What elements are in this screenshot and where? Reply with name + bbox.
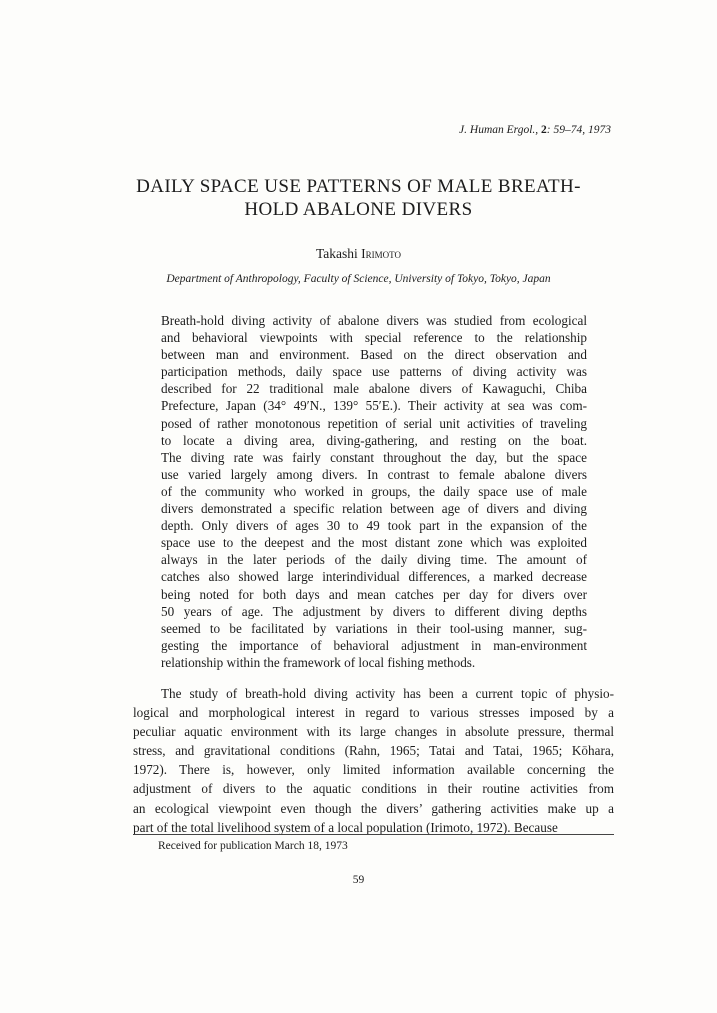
body-line: peculiar aquatic environment with its large changes in absolute pressure, thermal [133, 724, 614, 740]
journal-pages-year: : 59–74, 1973 [546, 124, 611, 136]
received-footnote: Received for publication March 18, 1973 [158, 840, 348, 852]
body-line: adjustment of divers to the aquatic conditions in their routine activities from [133, 781, 614, 797]
abstract-line: to locate a diving area, diving-gathering, and resting on the boat. [161, 432, 587, 448]
abstract-line: depth. Only divers of ages 30 to 49 took part in the expansion of the [161, 518, 587, 534]
abstract-line: of the community who worked in groups, the daily space use of male [161, 483, 587, 499]
abstract-line: relationship within the framework of local fishing methods. [161, 654, 476, 670]
abstract-line: always in the later periods of the daily diving time. The amount of [161, 552, 587, 568]
title-line-1: DAILY SPACE USE PATTERNS OF MALE BREATH- [136, 176, 581, 197]
abstract-line: participation methods, daily space use patterns of diving activity was [161, 364, 587, 380]
body-paragraph [133, 684, 614, 837]
page-number: 59 [352, 874, 365, 886]
abstract-line: posed of rather monotonous repetition of serial unit activities of traveling [161, 415, 587, 431]
abstract-line: and behavioral viewpoints with special reference to the relationship [161, 330, 587, 346]
journal-volume: 2 [541, 124, 547, 136]
body-line: 1972). There is, however, only limited information available concerning the [133, 762, 614, 778]
body-line: stress, and gravitational conditions (Rahn, 1965; Tatai and Tatai, 1965; Kōhara, [133, 743, 614, 759]
abstract-line: use varied largely among divers. In contrast to female abalone divers [161, 466, 587, 482]
abstract-line: seemed to be facilitated by variations in their tool-using manner, sug- [161, 620, 587, 636]
abstract-line: space use to the deepest and the most distant zone which was exploited [161, 535, 587, 551]
body-line: The study of breath-hold diving activity has been a current topic of physio- [161, 686, 614, 701]
abstract-line: being noted for both days and mean catches per day for divers over [161, 586, 587, 602]
abstract-line: catches also showed large interindividual differences, a marked decrease [161, 569, 587, 585]
paper-title [100, 175, 617, 221]
journal-citation [459, 124, 611, 136]
abstract-line: The diving rate was fairly constant throughout the day, but the space [161, 449, 587, 465]
journal-name: J. Human Ergol., [459, 124, 539, 136]
title-line-2: HOLD ABALONE DIVERS [244, 199, 473, 220]
abstract-line: divers demonstrated a specific relation between age of divers and diving [161, 501, 587, 517]
abstract-line: Prefecture, Japan (34° 49′N., 139° 55′E.). Their activity at sea was com- [161, 398, 587, 414]
abstract-line: described for 22 traditional male abalone divers of Kawaguchi, Chiba [161, 381, 587, 397]
abstract-line: Breath-hold diving activity of abalone divers was studied from ecological [161, 313, 587, 328]
author-family-name: Irimoto [361, 246, 401, 261]
abstract-line: gesting the importance of behavioral adjustment in man-environment [161, 637, 587, 653]
footnote-divider [133, 834, 614, 835]
body-line: logical and morphological interest in regard to various stresses imposed by a [133, 705, 614, 721]
author-name [100, 246, 617, 262]
author-given-name: Takashi [315, 246, 358, 261]
body-line: part of the total livelihood system of a local population (Irimoto, 1972). Because [133, 819, 558, 835]
author-affiliation: Department of Anthropology, Faculty of Science, University of Tokyo, Tokyo, Japan [166, 273, 551, 285]
body-line: an ecological viewpoint even though the divers’ gathering activities make up a [133, 800, 614, 816]
abstract-line: 50 years of age. The adjustment by divers to different diving depths [161, 603, 587, 619]
abstract-line: between man and environment. Based on the direct observation and [161, 347, 587, 363]
abstract [161, 312, 587, 671]
